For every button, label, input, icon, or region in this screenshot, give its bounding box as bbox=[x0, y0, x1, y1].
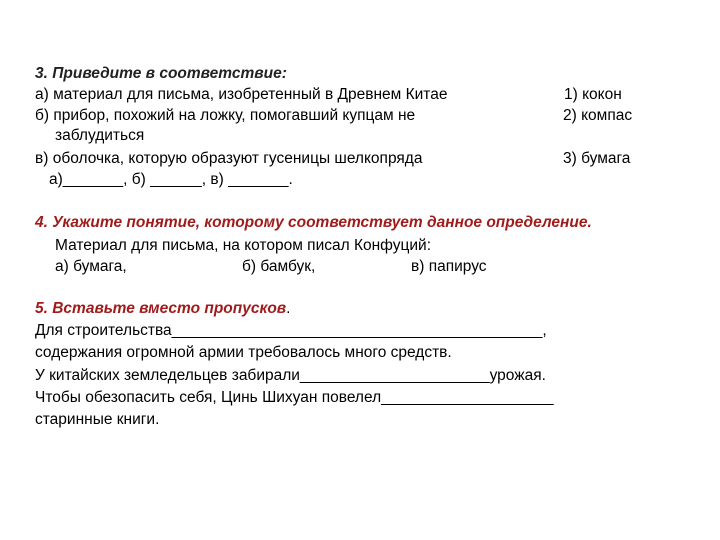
task3-answer-line: а)_______, б) ______, в) _______. bbox=[49, 171, 293, 188]
task3-item-a: а) материал для письма, изобретенный в Древнем Китае bbox=[35, 86, 448, 103]
task5-line-3: У китайских земледельцев забирали______________________урожая. bbox=[35, 367, 546, 384]
task5-line-1: Для строительства___________________________________________, bbox=[35, 322, 547, 339]
task5-heading-text: 5. Вставьте вместо пропусков bbox=[35, 300, 287, 317]
task5-heading-period: . bbox=[286, 300, 291, 317]
task5-heading bbox=[35, 299, 290, 319]
task4-heading: 4. Укажите понятие, которому соответствует данное определение. bbox=[35, 214, 592, 231]
task4-choice-c: в) папирус bbox=[411, 258, 487, 275]
task3-option-2: 2) компас bbox=[563, 107, 633, 124]
task3-option-3: 3) бумага bbox=[563, 150, 631, 167]
task3-item-b-continued: заблудиться bbox=[55, 127, 145, 144]
task3-item-b: б) прибор, похожий на ложку, помогавший купцам не bbox=[35, 107, 416, 124]
task3-item-c: в) оболочка, которую образуют гусеницы шелкопряда bbox=[35, 150, 423, 167]
task5-line-2: содержания огромной армии требовалось много средств. bbox=[35, 344, 452, 361]
task3-option-1: 1) кокон bbox=[564, 86, 622, 103]
task3-heading: 3. Приведите в соответствие: bbox=[35, 65, 287, 82]
task4-choice-b: б) бамбук, bbox=[242, 258, 316, 275]
task5-line-4: Чтобы обезопасить себя, Цинь Шихуан повелел____________________ bbox=[35, 389, 554, 406]
task5-line-5: старинные книги. bbox=[35, 411, 160, 428]
task4-choice-a: а) бумага, bbox=[55, 258, 127, 275]
task4-question: Материал для письма, на котором писал Конфуций: bbox=[55, 237, 431, 254]
